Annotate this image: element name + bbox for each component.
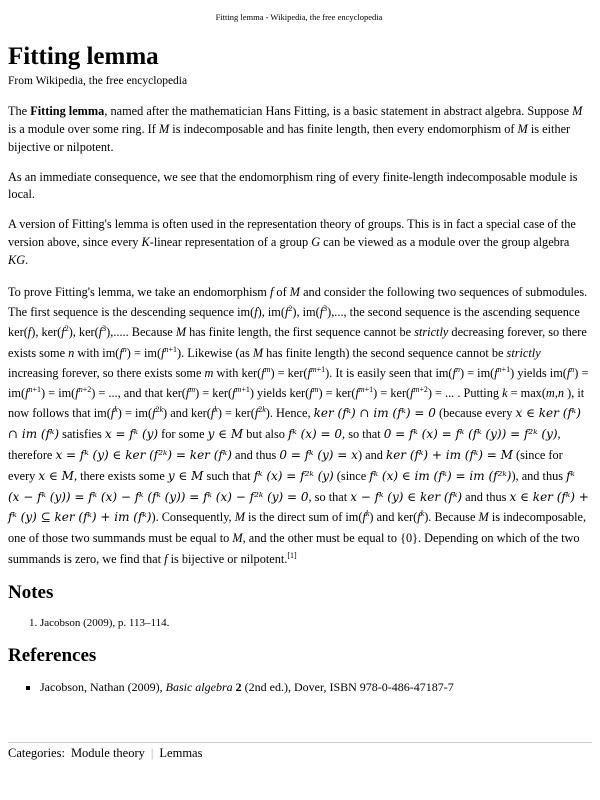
footer-divider — [8, 742, 592, 743]
notes-list — [8, 616, 590, 632]
notes-heading: Notes — [8, 581, 54, 603]
intro-paragraph: The Fitting lemma, named after the mathematician Hans Fitting, is a basic statement in abstract algebra. Suppose M is a module over some ring. If M is indecomposable and has finite length, then every endomorphism of M is either bijective or nilpotent. — [8, 104, 583, 154]
formula: ker (fᵏ) ∩ im (fᵏ) = 0 — [313, 406, 436, 421]
reference-item: ▪ Jacobson, Nathan (2009), Basic algebra 2 (2nd ed.), Dover, ISBN 978-0-486-47187-7 — [40, 679, 590, 696]
proof-paragraph: To prove Fitting's lemma, we take an endomorphism f of M and consider the following two sequences of submodules. The first sequence is the descending sequence im(f), $im(f^2)$, $im(f^3)$,..., the second sequence is the ascending sequence ker(f), $ker(f^2)$, $ker(f^3)$,..... Because M has finite length, the first sequence cannot be strictly decreasing forever, so there exists some n with $im(f^n) = im(f^{n+1})$. Likewise (as M has finite length) the second sequence cannot be strictly increasing forever, so there exists some m with $ker(f^m) = ker(f^{m+1})$. It is easily seen that $im(f^n) = im(f^{n+1})$ yields $im(f^n) = im(f^{n+1}) = im(f^{n+2})$ = ..., and that $ker(f^m) = ker(f^{m+1})$ yields $ker(f^m) = ker(f^{m+1}) = ker(f^{m+2})$ = ... . Putting k = max(m,n ), it now follows that $im(f^k) = im(f^{2k})$ and $ker(f^k) = ker(f^{2k})$. Hence, ker (fᵏ) ∩ im (fᵏ) = 0 (because every x ∈ ker (fᵏ) ∩ im (fᵏ) satisfies x = fᵏ (y) for some y ∈ M but also fᵏ (x) = 0, so that 0 = fᵏ (x) = fᵏ (fᵏ (y)) = f²ᵏ (y), therefore x = fᵏ (y) ∈ ker (f²ᵏ) = ker (fᵏ) and thus 0 = fᵏ (y) = x) and ker (fᵏ) + im (fᵏ) = M (since for every x ∈ M, there exists some y ∈ M such that fᵏ (x) = f²ᵏ (y) (since fᵏ (x) ∈ im (fᵏ) = im (f²ᵏ)), and thus fᵏ (x − fᵏ (y)) = fᵏ (x) − fᵏ (fᵏ (y)) = fᵏ (x) − f²ᵏ (y) = 0, so that x − fᵏ (y) ∈ ker (fᵏ) and thus x ∈ ker (fᵏ) + fᵏ (y) ⊆ ker (fᵏ) + im (fᵏ)). Consequently, M is the direct sum of $im(f^k)$ and $ker(f^k)$. Because M is indecomposable, one of those two summands must be equal to M, and the other must be equal to {0}. Depending on which of the two summands is zero, we find that f is bijective or nilpotent.[1] — [8, 284, 589, 566]
print-header: Fitting lemma - Wikipedia, the free encyclopedia — [215, 12, 383, 22]
page-title: Fitting lemma — [8, 43, 159, 70]
note-item: 1. Jacobson (2009), p. 113–114. — [40, 616, 590, 632]
page-subtitle: From Wikipedia, the free encyclopedia — [8, 74, 188, 87]
article — [8, 0, 590, 762]
bold-term: Fitting lemma — [30, 104, 105, 119]
category-separator: | — [150, 745, 154, 760]
paragraph-representation: A version of Fitting's lemma is often used in the representation theory of groups. This is in fact a special case of the version above, since every K-linear representation of a group G can be viewed as a module over the group algebra KG. — [8, 217, 576, 267]
category-link-lemmas[interactable]: Lemmas — [159, 745, 203, 760]
paragraph-consequence: As an immediate consequence, we see that the endomorphism ring of every finite-length indecomposable module is local. — [8, 169, 578, 202]
categories-bar — [8, 744, 590, 762]
footnote-ref[interactable]: [1] — [287, 550, 297, 560]
category-link-module-theory[interactable]: Module theory — [70, 745, 145, 760]
references-list — [8, 679, 590, 696]
categories-label: Categories: — [8, 745, 65, 760]
references-heading: References — [8, 644, 97, 666]
